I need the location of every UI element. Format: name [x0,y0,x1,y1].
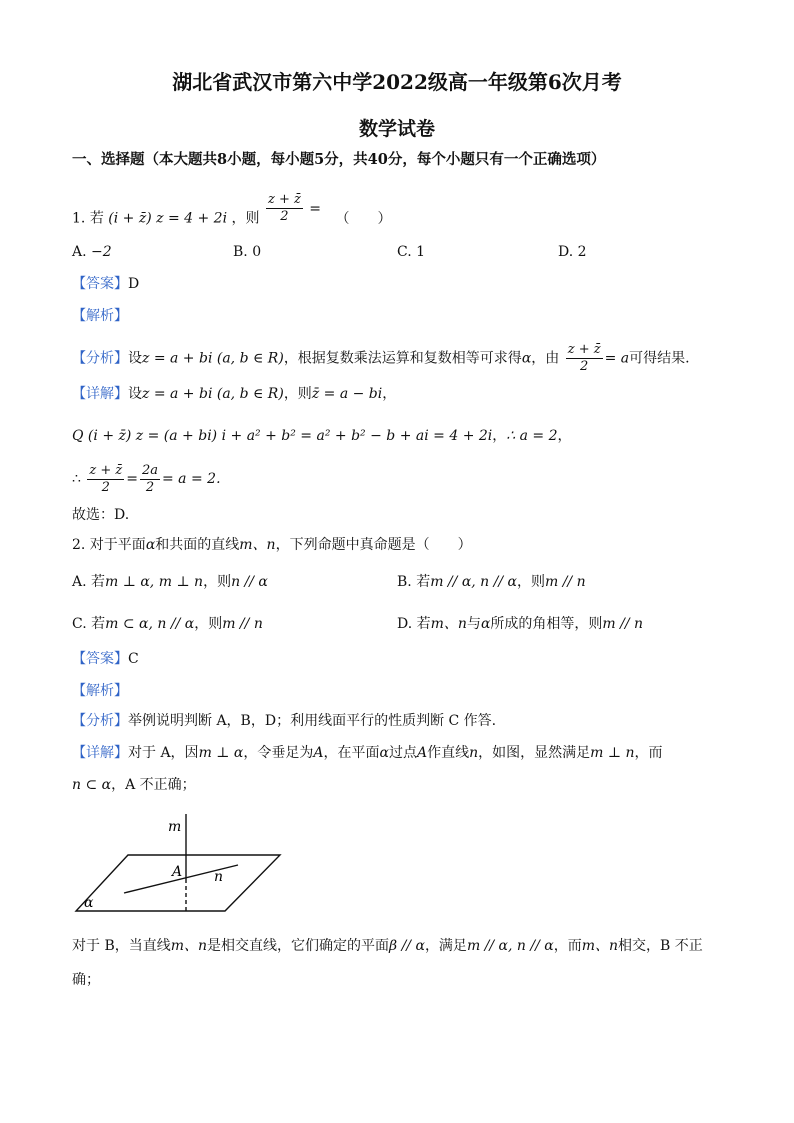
document-title: 湖北省武汉市第六中学2022级高一年级第6次月考 [172,70,622,94]
q2-option-a-mid: ，则 [203,574,232,590]
q1-line4 [72,462,221,496]
q2-option-a [72,571,268,591]
q1-line3-eq: Q (i + z̄) z = (a + bi) i + a² + b² = a² + b² − b + ai = 4 + 2i [72,428,493,444]
q2-option-d-res: m // n [602,616,644,632]
q2-b-d: β // α [389,938,425,954]
q1-prefix: 若 [89,210,104,227]
section-heading: 一、选择题（本大题共8小题，每小题5分，共40分，每个小题只有一个正确选项） [72,151,606,168]
q1-line3-result: ∴ a = 2 [506,428,558,444]
q1-stem [72,192,392,235]
label-n: n [214,869,224,885]
q2-option-d [397,613,643,633]
q1-fenxi-f: = a [604,350,630,367]
q2-option-c [72,613,263,633]
q1-fenxi-fraction [566,342,603,375]
label-a: A [172,864,183,880]
q1-option-c-label: C. [397,244,412,260]
q2-option-d-math2: α [480,616,491,632]
q2-answer-value: C [128,651,139,667]
q1-option-c [397,244,425,260]
q1-line3 [72,426,572,446]
q2-detail-tag: 【详解】 [72,745,128,761]
q2-option-d-math1: m、n [430,616,467,632]
q2-detail-m: ，而 [634,745,663,761]
q1-line4-prefix: ∴ [72,471,81,487]
q2-detail-b: m ⊥ α [198,745,244,761]
q1-answer-value: D [128,276,140,292]
q1-fenxi-c: ，根据复数乘法运算和复数相等可求得 [283,350,522,367]
q1-option-b [233,244,261,260]
q2-b-h: m、n [581,938,619,954]
q1-detail-e: ， [382,386,397,402]
q1-line4-den2: 2 [145,479,155,495]
q2-option-b-math: m // α, n // α [430,574,517,590]
q2-b-e: ，满足 [424,938,467,954]
q2-detail [72,743,662,763]
q2-b-f: m // α, n // α [466,938,554,954]
q2-option-a-math: m ⊥ α, m ⊥ n [105,574,204,590]
q2-detail2-b: ，A 不正确； [111,777,196,793]
q1-line4-frac2 [140,463,160,496]
q1-option-c-value: 1 [416,244,426,260]
q2-stem-d: m、n [239,537,276,553]
q2-stem [72,535,472,555]
q2-b-b: m、n [170,938,208,954]
q1-line4-den1: 2 [101,479,110,495]
q2-detail-k: ，如图，显然满足 [478,745,591,761]
q1-answer [72,274,139,294]
q2-b-g: ，而 [553,938,582,954]
q2-option-b-res: m // n [544,574,586,590]
label-alpha: α [84,895,94,911]
q1-line4-num2: 2a [141,462,158,478]
q1-analysis-tag: 【解析】 [72,308,128,324]
q1-line3-sep: ， [492,428,507,444]
q1-option-b-value: 0 [252,244,262,260]
q1-fenxi-b: z = a + bi (a, b ∈ R) [142,350,284,367]
q2-detail2-a: n ⊂ α [72,777,112,793]
q2-b-i: 相交，B 不正 [618,938,703,954]
q1-option-a-label: A. [72,244,87,260]
q2-option-a-label: A. 若 [72,574,106,590]
q1-line4-num1: z + z̄ [89,462,123,478]
q1-detail-d: z̄ = a − bi [311,386,383,402]
q1-number: 1. [72,210,86,227]
q1-fraction [266,192,303,225]
q1-detail-b: z = a + bi (a, b ∈ R) [142,386,284,402]
q2-fenxi-tag: 【分析】 [72,713,128,729]
q2-option-d-mid1: 与 [466,616,481,632]
q2-option-b-label: B. 若 [397,574,431,590]
q1-frac-num: z + z̄ [267,192,301,207]
q2-stem-e: ，下列命题中真命题是（ ） [275,537,472,553]
q1-line4-tail: = a = 2. [162,471,221,487]
q2-detail-e: ，在平面 [323,745,380,761]
label-m: m [168,819,182,835]
q1-option-a-value: −2 [91,244,112,260]
q2-analysis-tag: 【解析】 [72,683,128,699]
q1-option-d-value: 2 [577,244,587,260]
q2-b-a: 对于 B，当直线 [72,938,171,954]
q2-answer-tag: 【答案】 [72,651,128,667]
q1-fenxi-e: ，由 [531,350,560,367]
q1-fenxi-tag: 【分析】 [72,350,128,367]
q1-option-d [558,244,587,260]
q1-detail-a: 设 [128,386,142,402]
q1-option-a [72,244,112,260]
q2-option-c-res: m // n [222,616,263,632]
q2-option-c-math: m ⊂ α, n // α [105,616,195,632]
q2-detail-j: n [469,745,479,761]
q2-detail-c: ，令垂足为 [243,745,314,761]
q1-line4-eq: = [126,471,138,487]
q2-b-c: 是相交直线，它们确定的平面 [207,938,390,954]
q1-detail [72,384,396,404]
q1-mid: ，则 [231,210,260,227]
q1-option-d-label: D. [558,244,574,260]
q1-detail-tag: 【详解】 [72,386,128,402]
q1-eq: = [309,200,322,217]
q2-answer [72,649,139,669]
q1-choose: 故选：D. [72,507,130,523]
q1-equation: (i + z̄) z = 4 + 2i [108,210,228,227]
q2-stem-b: α [145,537,156,553]
q1-answer-tag: 【答案】 [72,276,128,292]
q2-detail-l: m ⊥ n [590,745,635,761]
document-subtitle: 数学试卷 [358,118,435,140]
q1-paren: （ ） [335,210,392,227]
q2-option-b-mid: ，则 [516,574,545,590]
q1-fenxi-frac-num: z + z̄ [567,342,601,357]
q2-detail-d: A [313,745,324,761]
q2-detail-h: A [416,745,428,761]
q2-option-c-label: C. 若 [72,616,106,632]
q2-detail-line2 [72,775,196,795]
q1-frac-den: 2 [280,209,289,224]
q2-detail-i: 作直线 [427,745,470,761]
q2-option-b [397,571,586,591]
q1-fenxi [72,342,690,375]
q1-fenxi-g: 可得结果. [629,350,690,367]
q1-line4-frac1 [87,463,124,496]
q2-b-analysis [72,936,703,956]
q2-fenxi [72,711,496,731]
q2-detail-g: 过点 [388,745,417,761]
q2-stem-c: 和共面的直线 [155,537,240,553]
q1-fenxi-a: 设 [128,350,142,367]
q2-option-c-mid: ，则 [194,616,223,632]
plane-figure [70,808,290,918]
q1-fenxi-d: α [521,350,532,367]
q2-detail-f: α [379,745,389,761]
q2-option-a-res: n // α [231,574,268,590]
q2-fenxi-text: 举例说明判断 A，B，D；利用线面平行的性质判断 C 作答. [128,713,497,729]
q2-stem-a: 2. 对于平面 [72,537,146,553]
q2-detail-a: 对于 A，因 [128,745,199,761]
q1-fenxi-frac-den: 2 [580,359,589,374]
q1-line3-end: ， [557,428,572,444]
q1-option-b-label: B. [233,244,248,260]
q1-detail-c: ，则 [283,386,312,402]
q2-option-d-label: D. 若 [397,616,431,632]
q2-b-analysis-line2: 确； [72,972,100,988]
q2-option-d-mid2: 所成的角相等，则 [490,616,603,632]
